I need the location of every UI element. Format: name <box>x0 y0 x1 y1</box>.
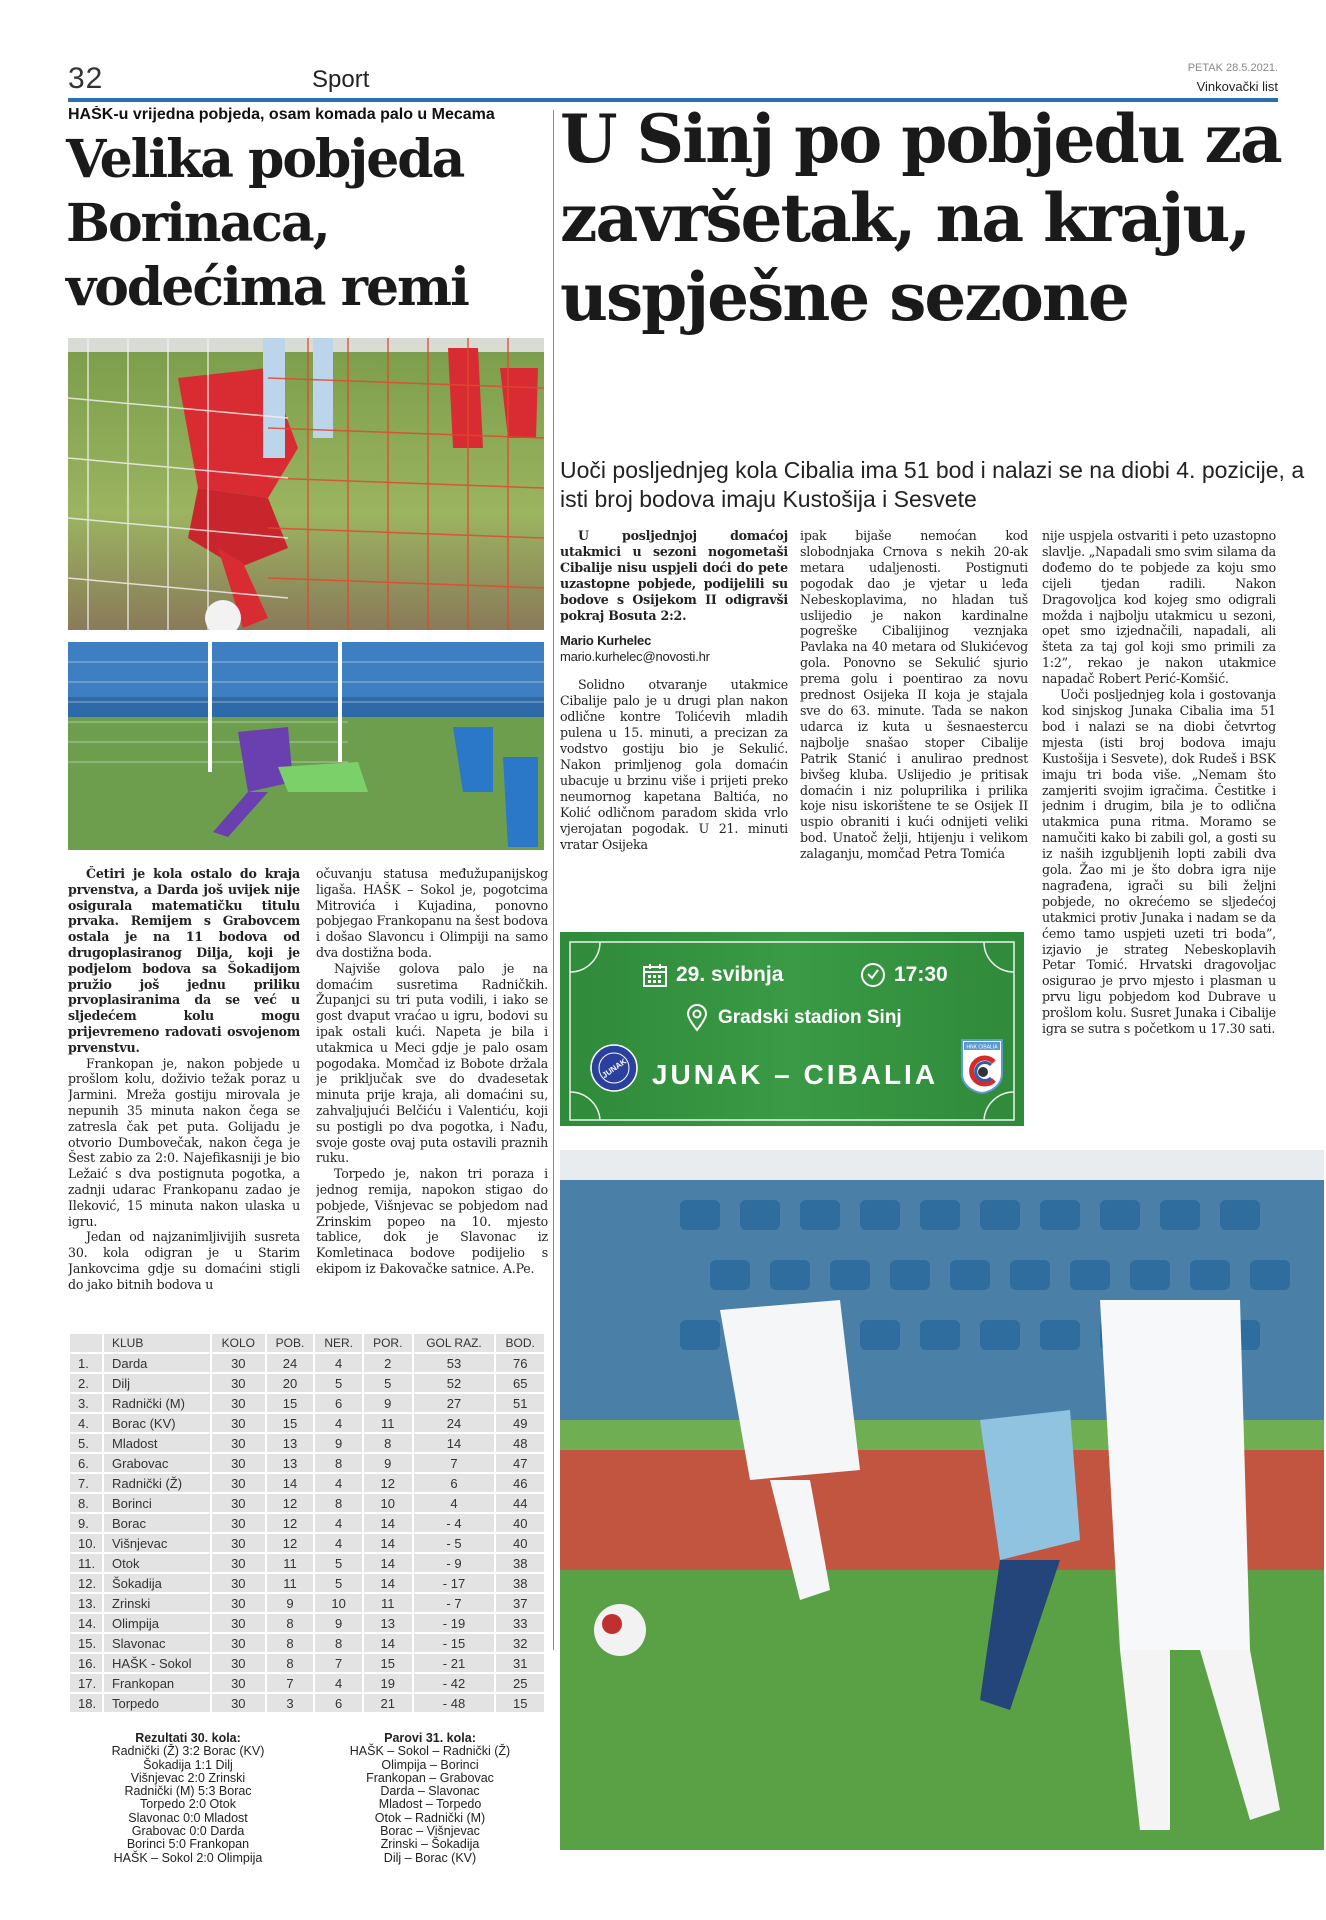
cell-losses: 14 <box>364 1554 412 1572</box>
fixtures-items <box>310 1745 550 1865</box>
cell-goal-diff: 24 <box>414 1414 495 1432</box>
cell-wins: 15 <box>267 1394 314 1412</box>
cell-position: 12. <box>70 1574 102 1592</box>
cell-draws: 4 <box>315 1414 362 1432</box>
right-article-paragraph: ipak bijaše nemoćan kod slobodnjaka Crnova s nekih 20-ak metara udaljenosti. Postignuti pogodak dao je vjetar u leđa Nebeskoplavima, no hladan tuš uslijedio je nakon kardinalne pogreške Cibalijinog veznjaka Pavlaka na 40 metara od Slukićevog gola. Ponovno se Sekulić sjurio prema golu i poentirao za novu prednost Osijeka II koja je stajala sve do 63. minute. Tada se nakon udarca iz kuta u šesnaestercu najbolje snašao stoper Cibalije Patrik Stanić i anulirao prednost bivšeg kluba. Uslijedio je pritisak domaćin i niz poluprilika i prilika koje nisu iskorištene te se Osijek II uspio obraniti i kući odnijeti veliki bod. Unatoč želji, htijenju i velikom zalaganju, momčad Petra Tomića <box>800 528 1028 862</box>
cell-club: Slavonac <box>104 1634 210 1652</box>
match-info-box <box>560 932 1024 1126</box>
cell-draws: 5 <box>315 1574 362 1592</box>
right-article-subheadline: Uoči posljednjeg kola Cibalia ima 51 bod i nalazi se na diobi 4. pozicije, a isti broj bodova imaju Kustošija i Sesvete <box>560 457 1305 512</box>
cell-played: 30 <box>212 1534 265 1552</box>
cell-wins: 12 <box>267 1534 314 1552</box>
football-photo-red-player <box>68 338 544 630</box>
cell-points: 38 <box>496 1554 544 1572</box>
football-photo-goal <box>68 642 544 850</box>
cell-losses: 11 <box>364 1414 412 1432</box>
cell-goal-diff: - 9 <box>414 1554 495 1572</box>
table-row <box>70 1654 544 1672</box>
cell-played: 30 <box>212 1514 265 1532</box>
cell-played: 30 <box>212 1594 265 1612</box>
left-article-paragraph-split: Jedan od najzanimljivijih susreta 30. kola odigran je u Starim Jankovcima gdje su domaćini stigli do jako bitnih bodova u <box>68 1229 300 1292</box>
left-article-paragraph-tail: očuvanju statusa međužupanijskog ligaša. HAŠK – Sokol je, pogotcima Mitrovića i Kujadina, ponovno pobjegao Frankopanu na šest bodova i došao Slavoncu i Olimpiji na samo dva dostižna boda. <box>316 866 548 960</box>
cell-club: Borinci <box>104 1494 210 1512</box>
cell-wins: 3 <box>267 1694 314 1712</box>
column-divider <box>553 110 554 1650</box>
result-item: Šokadija 1:1 Dilj <box>143 1757 233 1772</box>
results-title: Rezultati 30. kola: <box>135 1731 241 1745</box>
cell-position: 5. <box>70 1434 102 1452</box>
author-email[interactable]: mario.kurhelec@novosti.hr <box>560 649 710 665</box>
match-venue <box>686 1004 902 1032</box>
cell-played: 30 <box>212 1454 265 1472</box>
cell-points: 49 <box>496 1414 544 1432</box>
cell-goal-diff: 53 <box>414 1354 495 1372</box>
cell-wins: 13 <box>267 1434 314 1452</box>
cell-played: 30 <box>212 1474 265 1492</box>
fixture-item: Olimpija – Borinci <box>381 1757 479 1772</box>
header-cell-draws: NER. <box>315 1334 362 1352</box>
cell-position: 18. <box>70 1694 102 1712</box>
right-article-paragraph: nije uspjela ostvariti i peto uzastopno slavlje. „Napadali smo svim silama da dođemo do te pobjede za koju smo cijeli tjedan radili. Nakon Dragovoljca kod kojeg smo odigrali možda i najbolju utakmicu u sezoni, opet smo izjednačili, napadali, ali šteta za taj gol koji smo primili za 1:2”, rekao je nakon utakmice napadač Robert Perić-Komšić. <box>1042 528 1276 687</box>
header-cell-goal-diff: GOL RAZ. <box>414 1334 495 1352</box>
match-venue-text: Gradski stadion Sinj <box>718 1007 902 1028</box>
cell-losses: 9 <box>364 1394 412 1412</box>
cell-position: 3. <box>70 1394 102 1412</box>
table-row <box>70 1514 544 1532</box>
cell-goal-diff: - 48 <box>414 1694 495 1712</box>
cell-position: 15. <box>70 1634 102 1652</box>
cell-points: 40 <box>496 1534 544 1552</box>
results-list <box>68 1732 308 1865</box>
cell-club: Borac <box>104 1514 210 1532</box>
cell-club: Borac (KV) <box>104 1414 210 1432</box>
table-row <box>70 1634 544 1652</box>
left-article-lead: Četiri je kola ostalo do kraja prvenstva, a Darda još uvijek nije osigurala matematičku titulu prvaka. Remijem s Grabovcem ostala je na 11 bodova od drugoplasiranog Dilja, koji je podjelom bodova sa Šokadijom pružio još jednu priliku prvoplasiranima da se već u sljedećem kolu mogu prijevremeno radovati osvojenom prvenstvu. <box>68 866 300 1055</box>
header-cell-club: KLUB <box>104 1334 210 1352</box>
cell-wins: 11 <box>267 1574 314 1592</box>
cell-points: 48 <box>496 1434 544 1452</box>
header-cell-position <box>70 1334 102 1352</box>
cell-draws: 7 <box>315 1654 362 1672</box>
cell-goal-diff: - 4 <box>414 1514 495 1532</box>
cell-club: Radnički (M) <box>104 1394 210 1412</box>
cell-club: Dilj <box>104 1374 210 1392</box>
result-item: Radnički (Ž) 3:2 Borac (KV) <box>111 1744 265 1759</box>
cell-points: 40 <box>496 1514 544 1532</box>
calendar-icon <box>642 962 668 988</box>
fixture-item: Darda – Slavonac <box>380 1784 480 1799</box>
cell-club: Grabovac <box>104 1454 210 1472</box>
right-article-column-1 <box>560 528 788 918</box>
cell-played: 30 <box>212 1354 265 1372</box>
cell-wins: 12 <box>267 1494 314 1512</box>
cell-points: 15 <box>496 1694 544 1712</box>
table-row <box>70 1534 544 1552</box>
cell-wins: 8 <box>267 1634 314 1652</box>
cell-draws: 4 <box>315 1354 362 1372</box>
cell-wins: 20 <box>267 1374 314 1392</box>
cell-goal-diff: 27 <box>414 1394 495 1412</box>
table-row <box>70 1474 544 1492</box>
cell-points: 37 <box>496 1594 544 1612</box>
cell-points: 33 <box>496 1614 544 1632</box>
cell-points: 32 <box>496 1634 544 1652</box>
fixtures-list <box>310 1732 550 1865</box>
table-row <box>70 1414 544 1432</box>
table-row <box>70 1454 544 1472</box>
cell-wins: 14 <box>267 1474 314 1492</box>
cell-draws: 4 <box>315 1514 362 1532</box>
fixture-item: Frankopan – Grabovac <box>366 1770 494 1785</box>
cell-club: Mladost <box>104 1434 210 1452</box>
cell-position: 7. <box>70 1474 102 1492</box>
cell-goal-diff: - 42 <box>414 1674 495 1692</box>
cell-points: 76 <box>496 1354 544 1372</box>
table-row <box>70 1354 544 1372</box>
cell-club: Torpedo <box>104 1694 210 1712</box>
cell-losses: 5 <box>364 1374 412 1392</box>
table-row <box>70 1494 544 1512</box>
result-item: Torpedo 2:0 Otok <box>140 1797 236 1812</box>
cell-played: 30 <box>212 1394 265 1412</box>
results-items <box>68 1745 308 1865</box>
cell-wins: 11 <box>267 1554 314 1572</box>
cell-goal-diff: 6 <box>414 1474 495 1492</box>
standings-body <box>70 1354 544 1712</box>
header-cell-points: BOD. <box>496 1334 544 1352</box>
table-row <box>70 1614 544 1632</box>
author-name: Mario Kurhelec <box>560 633 652 649</box>
cibalia-crest-icon <box>960 1038 1004 1094</box>
cell-goal-diff: - 5 <box>414 1534 495 1552</box>
cell-played: 30 <box>212 1494 265 1512</box>
table-row <box>70 1554 544 1572</box>
cell-points: 44 <box>496 1494 544 1512</box>
cell-draws: 4 <box>315 1674 362 1692</box>
left-article-paragraph-continued <box>68 1229 300 1292</box>
table-row <box>70 1394 544 1412</box>
right-article-paragraph: Uoči posljednjeg kola i gostovanja kod sinjskog Junaka Cibalia ima 51 bod i nalazi se na diobi četvrtog mjesta (isti broj bodova imaju Kustošija i Sesvete), dok Rudeš i BSK imaju tri boda više. „Nemam što zamjeriti svojim igračima. Čestitke i jednim i drugim, bila je to odlična utakmica puna ritma. Moramo se namučiti kako bi zabili gol, a gosti su iz naših izgubljenih lopti zabili dva gola. Žao mi je što dobra igra nije nagrađena, igrači su bili željni pobjede, no okrećemo se sljedećoj utakmici protiv Junaka i nadam se da ćemo tamo uspjeti uzeti tri boda”, izjavio je strateg Nebeskoplavih Petar Tomić. Hrvatski dragovoljac osigurao je prvo mjesto i plasman u prvu ligu pobjedom kod Dubrave u prošlom kolu. Susret Junaka i Cibalije igra se sutra s početkom u 17.30 sati. <box>1042 687 1276 1037</box>
cell-points: 47 <box>496 1454 544 1472</box>
cell-position: 6. <box>70 1454 102 1472</box>
cell-draws: 8 <box>315 1454 362 1472</box>
match-time <box>860 962 948 988</box>
cell-played: 30 <box>212 1634 265 1652</box>
result-item: Višnjevac 2:0 Zrinski <box>130 1770 246 1785</box>
cell-played: 30 <box>212 1434 265 1452</box>
cell-draws: 9 <box>315 1614 362 1632</box>
left-article-paragraph: Frankopan je, nakon pobjede u prošlom kolu, doživio težak poraz u Jarmini. Mreža gostiju mirovala je nepunih 35 minuta nakon čega se zatresla čak pet puta. Golijadu je otvorio Dumbovečak, nakon čega je Šest zabio za 2:0. Najefikasniji je bio Ležaić s dva postignuta pogotka, a zadnji udarac Frankopanu zadao je Ileković, 15 minuta nakon ulaska u igru. <box>68 1055 300 1229</box>
table-row <box>70 1434 544 1452</box>
left-article-kicker: HAŠK-u vrijedna pobjeda, osam komada palo u Mecama <box>68 106 495 123</box>
left-article-column-1 <box>68 866 300 1322</box>
cell-position: 9. <box>70 1514 102 1532</box>
right-article-lead: U posljednjoj domaćoj utakmici u sezoni nogometaši Cibalije nisu uspjeli doći do pete uzastopne pobjede, podijelili su bodove s Osijekom II odigravši pokraj Bosuta 2:2. <box>560 528 788 623</box>
cell-club: Višnjevac <box>104 1534 210 1552</box>
result-item: Grabovac 0:0 Darda <box>131 1824 245 1839</box>
cell-draws: 4 <box>315 1534 362 1552</box>
cell-wins: 24 <box>267 1354 314 1372</box>
cell-points: 38 <box>496 1574 544 1592</box>
cell-goal-diff: 4 <box>414 1494 495 1512</box>
cell-losses: 14 <box>364 1514 412 1532</box>
standings-header-row <box>70 1334 544 1352</box>
cell-goal-diff: 7 <box>414 1454 495 1472</box>
cell-wins: 8 <box>267 1614 314 1632</box>
cell-position: 11. <box>70 1554 102 1572</box>
cell-points: 46 <box>496 1474 544 1492</box>
fixture-item: HAŠK – Sokol – Radnički (Ž) <box>349 1744 511 1759</box>
cell-losses: 2 <box>364 1354 412 1372</box>
cell-position: 16. <box>70 1654 102 1672</box>
match-time-text: 17:30 <box>894 963 948 986</box>
junak-crest-icon <box>590 1044 638 1092</box>
match-date-time-row <box>560 962 1024 992</box>
cell-losses: 10 <box>364 1494 412 1512</box>
cell-draws: 10 <box>315 1594 362 1612</box>
match-date-text: 29. svibnja <box>676 963 784 986</box>
section-label: Sport <box>312 66 370 93</box>
cell-played: 30 <box>212 1374 265 1392</box>
cell-club: Šokadija <box>104 1574 210 1592</box>
cell-losses: 11 <box>364 1594 412 1612</box>
cell-losses: 9 <box>364 1454 412 1472</box>
cell-position: 13. <box>70 1594 102 1612</box>
table-row <box>70 1374 544 1392</box>
cell-played: 30 <box>212 1574 265 1592</box>
publication-name: Vinkovački list <box>1196 79 1278 94</box>
junak-crest-text: JUNAK <box>600 1056 629 1081</box>
header-cell-losses: POR. <box>364 1334 412 1352</box>
right-article-column-2 <box>800 528 1028 918</box>
table-row <box>70 1674 544 1692</box>
cell-played: 30 <box>212 1674 265 1692</box>
fixtures-title: Parovi 31. kola: <box>384 1731 476 1745</box>
cell-points: 65 <box>496 1374 544 1392</box>
page-header <box>68 60 1278 102</box>
cell-club: Zrinski <box>104 1594 210 1612</box>
cell-position: 14. <box>70 1614 102 1632</box>
cell-goal-diff: 14 <box>414 1434 495 1452</box>
cell-losses: 14 <box>364 1634 412 1652</box>
cell-losses: 8 <box>364 1434 412 1452</box>
cell-draws: 6 <box>315 1694 362 1712</box>
cell-goal-diff: - 17 <box>414 1574 495 1592</box>
left-article-paragraph: Najviše golova palo je na domaćim susretima Radničkih. Županjci su tri puta vodili, i iako se gost dvaput vraćao u igru, bodovi su ipak ostali kući. Napeta je bila i utakmica u Meci gdje je palo osam pogodaka. Momčad iz Bobote držala je priključak sve do dvadesetak minuta prije kraja, ali domaćini su, zahvaljujući Belčiću i Valentiću, koji su postigli po dva pogotka, i Nađu, svoje goste ovaj puta ostavili praznih ruku. <box>316 960 548 1166</box>
cell-position: 17. <box>70 1674 102 1692</box>
cell-position: 2. <box>70 1374 102 1392</box>
cell-club: Darda <box>104 1354 210 1372</box>
table-row <box>70 1694 544 1712</box>
fixture-item: Borac – Višnjevac <box>380 1824 480 1839</box>
cell-position: 1. <box>70 1354 102 1372</box>
fixture-item: Otok – Radnički (M) <box>374 1810 486 1825</box>
cell-position: 10. <box>70 1534 102 1552</box>
result-item: HAŠK – Sokol 2:0 Olimpija <box>113 1850 263 1865</box>
location-pin-icon <box>686 1004 708 1032</box>
cell-played: 30 <box>212 1654 265 1672</box>
match-date <box>642 962 783 988</box>
cell-draws: 5 <box>315 1554 362 1572</box>
cell-goal-diff: - 21 <box>414 1654 495 1672</box>
byline <box>560 633 788 665</box>
cell-draws: 8 <box>315 1634 362 1652</box>
left-article-headline: Velika pobjeda Borinaca, vodećima remi <box>66 129 468 318</box>
cell-points: 51 <box>496 1394 544 1412</box>
cell-position: 8. <box>70 1494 102 1512</box>
result-item: Radnički (M) 5:3 Borac <box>124 1784 252 1799</box>
right-article-paragraph: Solidno otvaranje utakmice Cibalije palo je u drugi plan nakon odlične kontre Tolićevih mladih pulena u 15. minuti, a precizan za vodstvo gostiju bio je Sekulić. Nakon primljenog gola domaćin ubacuje u brzinu više i prijeti preko neumornog kapetana Baltića, no Kolić odličnom paradom skida vrlo vjerojatan pogodak. U 21. minuti vratar Osijeka <box>560 677 788 852</box>
cell-played: 30 <box>212 1614 265 1632</box>
cell-played: 30 <box>212 1414 265 1432</box>
football-photo-osijek-players <box>560 1150 1324 1850</box>
left-article-column-2 <box>316 866 548 1322</box>
cell-club: Olimpija <box>104 1614 210 1632</box>
cell-losses: 13 <box>364 1614 412 1632</box>
issue-date: PETAK 28.5.2021. <box>1187 62 1278 74</box>
cell-losses: 15 <box>364 1654 412 1672</box>
cell-draws: 9 <box>315 1434 362 1452</box>
standings-table <box>68 1332 546 1714</box>
cell-draws: 4 <box>315 1474 362 1492</box>
cell-points: 31 <box>496 1654 544 1672</box>
cell-draws: 8 <box>315 1494 362 1512</box>
match-teams: JUNAK – CIBALIA <box>651 1059 939 1090</box>
cell-club: Radnički (Ž) <box>104 1474 210 1492</box>
cell-draws: 5 <box>315 1374 362 1392</box>
cell-wins: 12 <box>267 1514 314 1532</box>
cell-wins: 9 <box>267 1594 314 1612</box>
cell-losses: 21 <box>364 1694 412 1712</box>
cell-wins: 13 <box>267 1454 314 1472</box>
right-article-headline: U Sinj po pobjedu za završetak, na kraju, uspješne sezone <box>560 100 1281 336</box>
header-cell-wins: POB. <box>267 1334 314 1352</box>
cell-goal-diff: - 7 <box>414 1594 495 1612</box>
page-number: 32 <box>68 62 104 95</box>
cell-losses: 14 <box>364 1534 412 1552</box>
cell-losses: 14 <box>364 1574 412 1592</box>
cell-losses: 12 <box>364 1474 412 1492</box>
cell-played: 30 <box>212 1554 265 1572</box>
cell-wins: 8 <box>267 1654 314 1672</box>
table-row <box>70 1574 544 1592</box>
cell-losses: 19 <box>364 1674 412 1692</box>
fixture-item: Mladost – Torpedo <box>378 1797 482 1812</box>
fixture-item: Zrinski – Šokadija <box>380 1837 480 1852</box>
right-article-column-3 <box>1042 528 1276 1140</box>
header-cell-played: KOLO <box>212 1334 265 1352</box>
cell-goal-diff: - 15 <box>414 1634 495 1652</box>
left-article-paragraph: Torpedo je, nakon tri poraza i jednog remija, napokon stigao do pobjede, Višnjevac se pobjedom nad Zrinskim popeo na 10. mjesto tablice, dok je Slavonac iz Komletinaca bodove podijelio s ekipom iz Đakovačke satnice. A.Pe. <box>316 1166 548 1276</box>
cell-club: Frankopan <box>104 1674 210 1692</box>
fixture-item: Dilj – Borac (KV) <box>383 1850 477 1865</box>
cell-goal-diff: 52 <box>414 1374 495 1392</box>
result-item: Borinci 5:0 Frankopan <box>126 1837 250 1852</box>
result-item: Slavonac 0:0 Mladost <box>128 1810 248 1825</box>
cell-points: 25 <box>496 1674 544 1692</box>
cell-played: 30 <box>212 1694 265 1712</box>
cell-wins: 7 <box>267 1674 314 1692</box>
table-row <box>70 1594 544 1612</box>
cell-position: 4. <box>70 1414 102 1432</box>
cell-club: HAŠK - Sokol <box>104 1654 210 1672</box>
cibalia-crest-text: HNK CIBALIA <box>966 1044 998 1051</box>
cell-wins: 15 <box>267 1414 314 1432</box>
cell-club: Otok <box>104 1554 210 1572</box>
cell-draws: 6 <box>315 1394 362 1412</box>
cell-goal-diff: - 19 <box>414 1614 495 1632</box>
clock-icon <box>860 962 886 988</box>
